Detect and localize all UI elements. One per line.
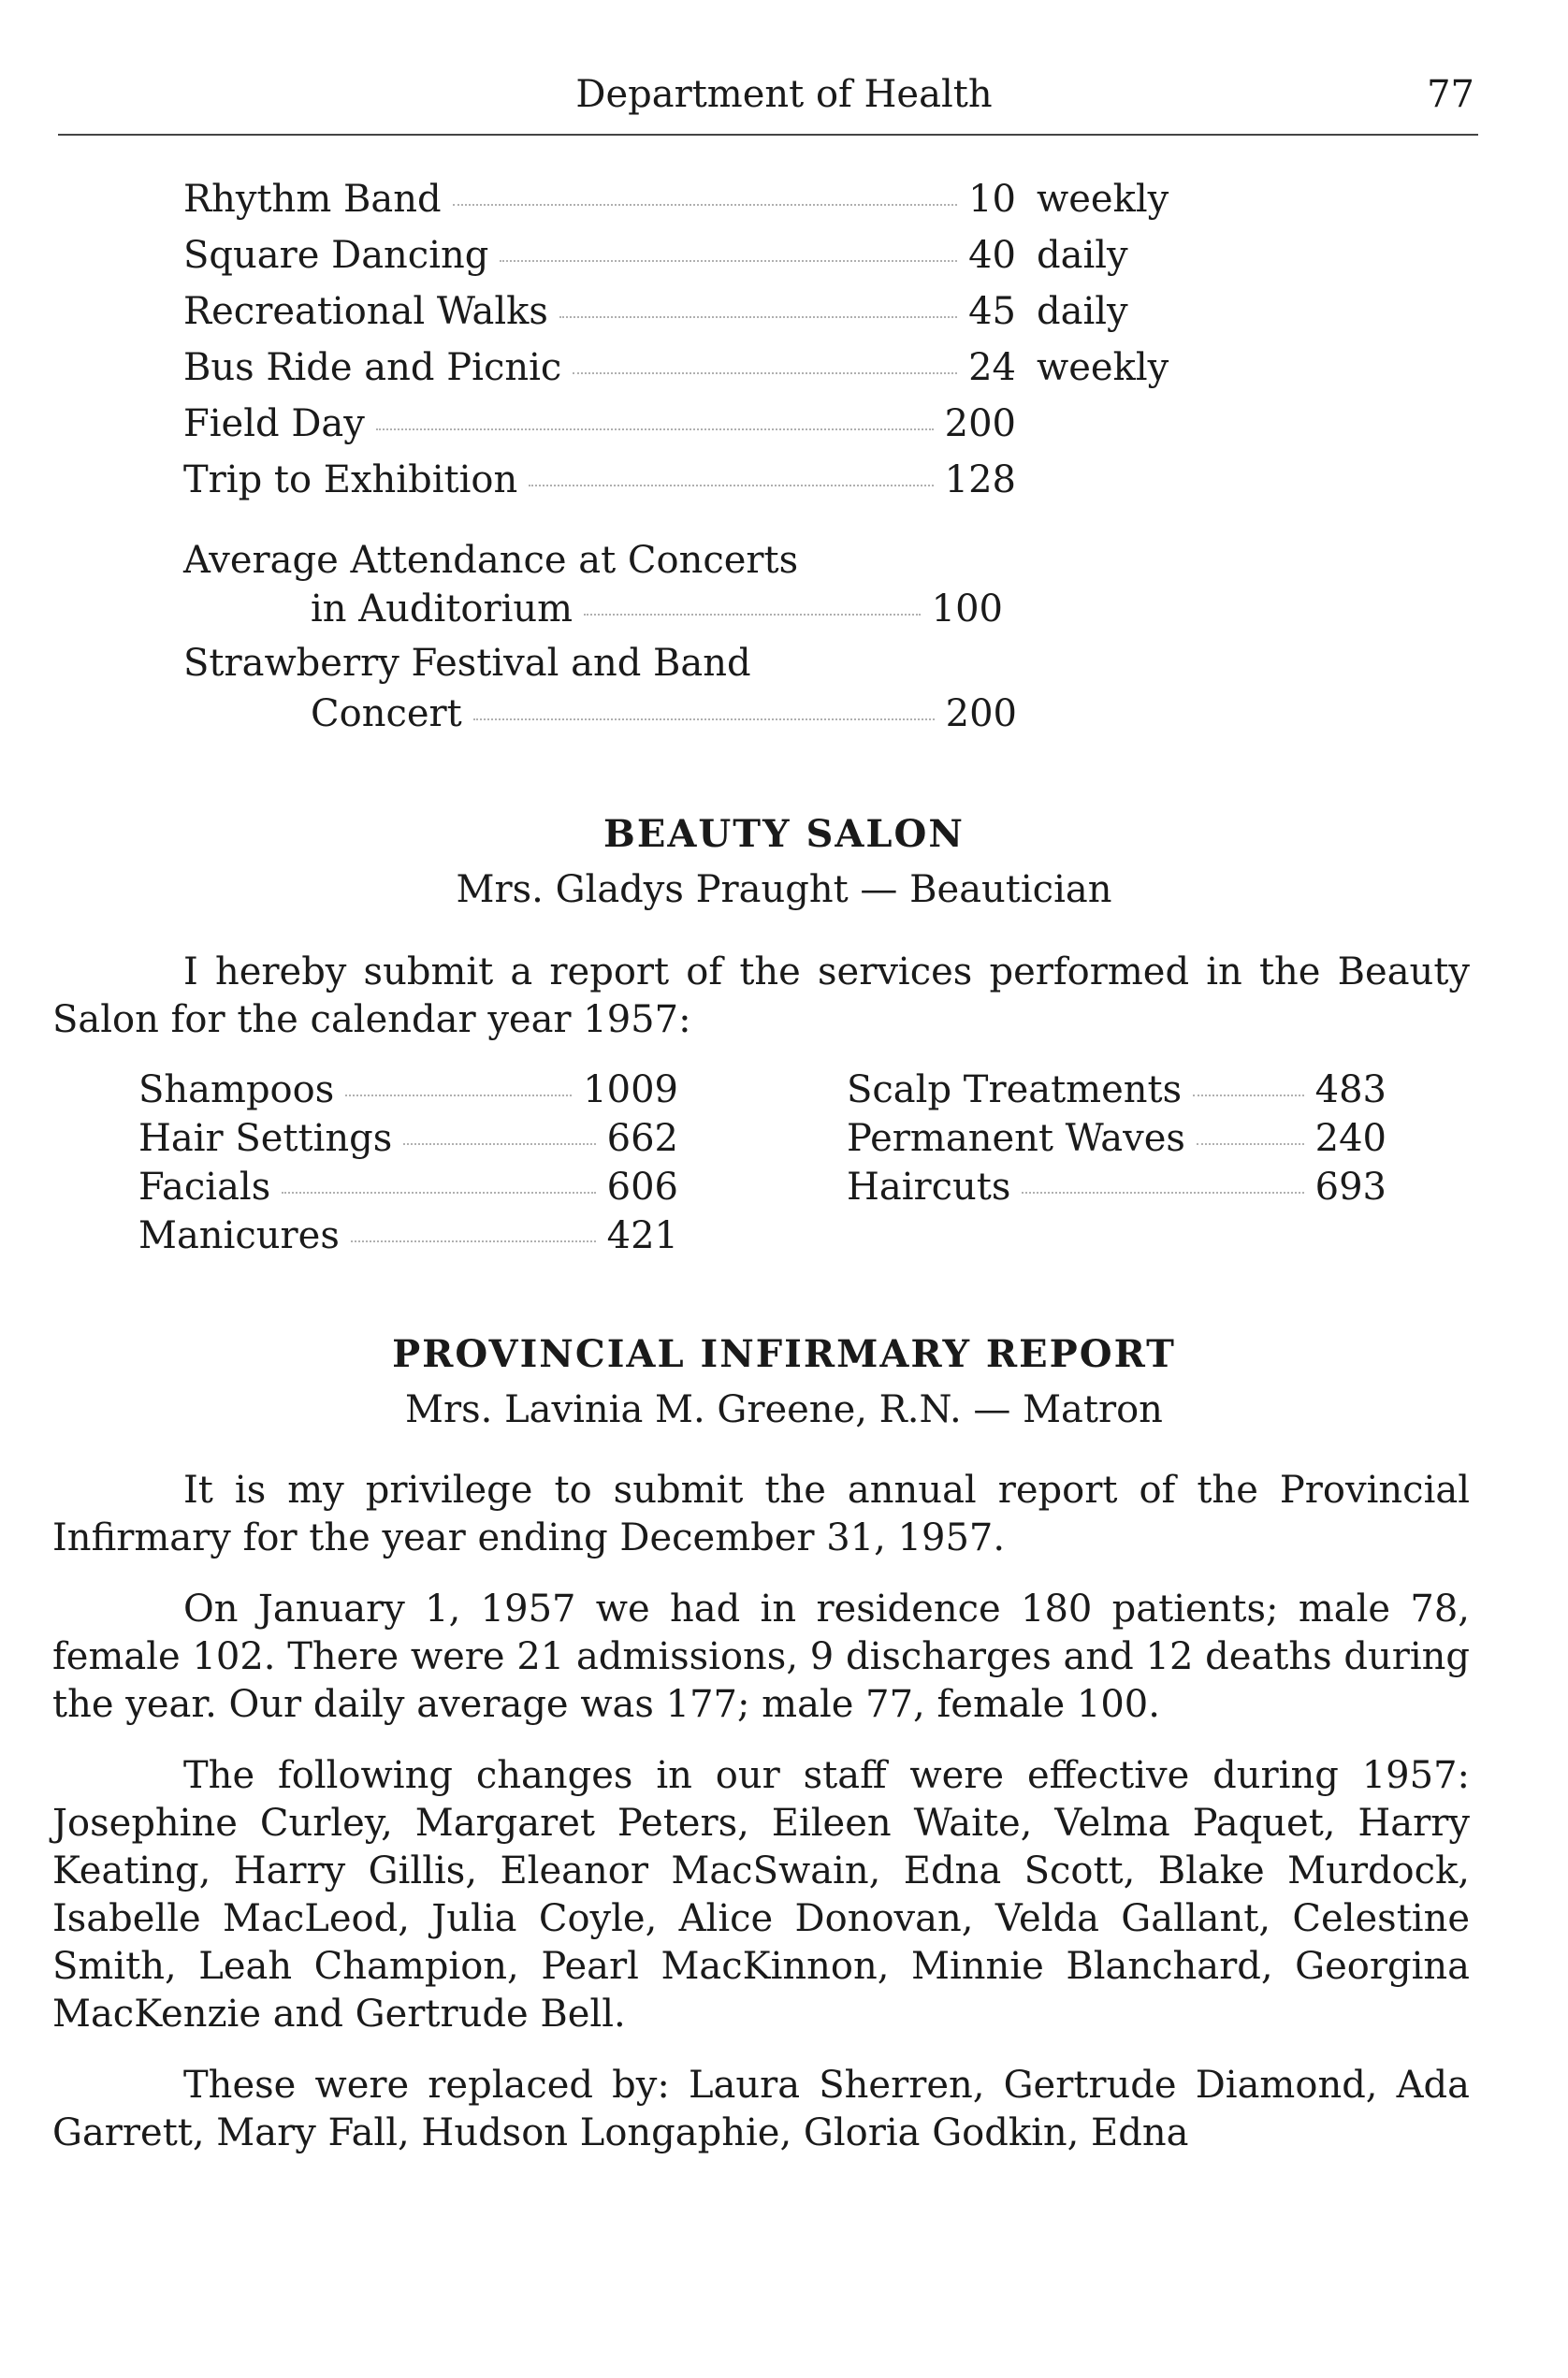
- page-number: 77: [1427, 73, 1474, 116]
- event-label-line1: Average Attendance at Concerts: [183, 539, 799, 582]
- paragraph: The following changes in our staff were effective during 1957: Josephine Curley, Margaret Peters, Eileen Waite, Velma Paquet, Harry Keating, Harry Gillis, Eleanor MacSwain, Edna Scott, Blake Murdock, Isabelle MacLeod, Julia Coyle, Alice Donovan, Velda Gallant, Celestine Smith, Leah Champion, Pearl MacKinnon, Minnie Blanchard, Georgina MacKenzie and Gertrude Bell.: [52, 1754, 1470, 2036]
- dot-leader: [500, 260, 957, 262]
- section-subheading-beautician: Mrs. Gladys Praught — Beautician: [456, 868, 1112, 911]
- activity-row: [183, 402, 1016, 445]
- service-label: Manicures: [138, 1214, 340, 1257]
- service-label: Facials: [138, 1166, 271, 1209]
- dot-leader: [1197, 1143, 1304, 1145]
- event-label-line2: Concert: [311, 692, 462, 735]
- activity-frequency: weekly: [1037, 346, 1169, 389]
- dot-leader: [559, 316, 957, 318]
- section-subheading-matron: Mrs. Lavinia M. Greene, R.N. — Matron: [405, 1388, 1163, 1431]
- section-heading-infirmary: PROVINCIAL INFIRMARY REPORT: [392, 1332, 1176, 1376]
- paragraph: These were replaced by: Laura Sherren, Gertrude Diamond, Ada Garrett, Mary Fall, Hudson Longaphie, Gloria Godkin, Edna: [52, 2064, 1470, 2154]
- section-heading-beauty-salon: BEAUTY SALON: [603, 812, 965, 856]
- activity-row: [183, 346, 1016, 389]
- dot-leader: [351, 1240, 596, 1242]
- header-rule: [58, 134, 1478, 136]
- event-row: [311, 692, 1017, 735]
- dot-leader: [403, 1143, 595, 1145]
- salon-service-row: [138, 1117, 678, 1160]
- dot-leader: [282, 1192, 595, 1194]
- salon-service-row: [138, 1068, 678, 1111]
- dot-leader: [1193, 1095, 1304, 1096]
- service-label: Hair Settings: [138, 1117, 393, 1160]
- event-value: 100: [931, 587, 1003, 631]
- activity-label: Bus Ride and Picnic: [183, 346, 562, 389]
- service-count: 483: [1314, 1068, 1387, 1111]
- paragraph: It is my privilege to submit the annual report of the Provincial Infirmary for the year ending December 31, 1957.: [52, 1469, 1470, 1559]
- dot-leader: [473, 718, 935, 720]
- activity-label: Recreational Walks: [183, 290, 548, 333]
- event-label-line2: in Auditorium: [311, 587, 573, 631]
- service-count: 421: [606, 1214, 678, 1257]
- service-label: Permanent Waves: [847, 1117, 1185, 1160]
- service-count: 662: [606, 1117, 678, 1160]
- activity-value: 128: [944, 458, 1016, 501]
- activity-frequency: daily: [1037, 290, 1128, 333]
- beauty-salon-intro: [52, 949, 1470, 1044]
- dot-leader: [376, 428, 934, 430]
- dot-leader: [345, 1095, 572, 1096]
- dot-leader: [529, 485, 933, 486]
- service-count: 1009: [583, 1068, 678, 1111]
- activity-value: 45: [968, 290, 1016, 333]
- activity-value: 10: [968, 178, 1016, 221]
- salon-service-row: [138, 1214, 678, 1257]
- activity-value: 200: [944, 402, 1016, 445]
- event-value: 200: [945, 692, 1017, 735]
- event-label-line1: Strawberry Festival and Band: [183, 642, 751, 685]
- dot-leader: [584, 614, 921, 616]
- salon-service-row: [847, 1068, 1387, 1111]
- service-count: 693: [1314, 1166, 1387, 1209]
- activity-label: Trip to Exhibition: [183, 458, 518, 501]
- activity-value: 40: [968, 234, 1016, 277]
- service-count: 606: [606, 1166, 678, 1209]
- activity-label: Field Day: [183, 402, 365, 445]
- paragraph: On January 1, 1957 we had in residence 180 patients; male 78, female 102. There were 21 admissions, 9 discharges and 12 deaths during the year. Our daily average was 177; male 77, female 100.: [52, 1588, 1470, 1726]
- paragraph: I hereby submit a report of the services performed in the Beauty Salon for the calendar year 1957:: [52, 950, 1470, 1041]
- activity-row: [183, 290, 1016, 333]
- activity-row: [183, 458, 1016, 501]
- service-label: Haircuts: [847, 1166, 1011, 1209]
- service-label: Scalp Treatments: [847, 1068, 1183, 1111]
- running-header-title: Department of Health: [575, 73, 993, 116]
- service-label: Shampoos: [138, 1068, 335, 1111]
- activity-row: [183, 178, 1016, 221]
- dot-leader: [453, 204, 958, 206]
- activity-frequency: daily: [1037, 234, 1128, 277]
- service-count: 240: [1314, 1117, 1387, 1160]
- activity-label: Rhythm Band: [183, 178, 442, 221]
- dot-leader: [1022, 1192, 1303, 1194]
- activity-label: Square Dancing: [183, 234, 489, 277]
- infirmary-report-body: [52, 1467, 1470, 2157]
- activity-row: [183, 234, 1016, 277]
- salon-service-row: [138, 1166, 678, 1209]
- dot-leader: [573, 372, 957, 374]
- salon-service-row: [847, 1117, 1387, 1160]
- activity-value: 24: [968, 346, 1016, 389]
- salon-service-row: [847, 1166, 1387, 1209]
- event-row: [311, 587, 1003, 631]
- activity-frequency: weekly: [1037, 178, 1169, 221]
